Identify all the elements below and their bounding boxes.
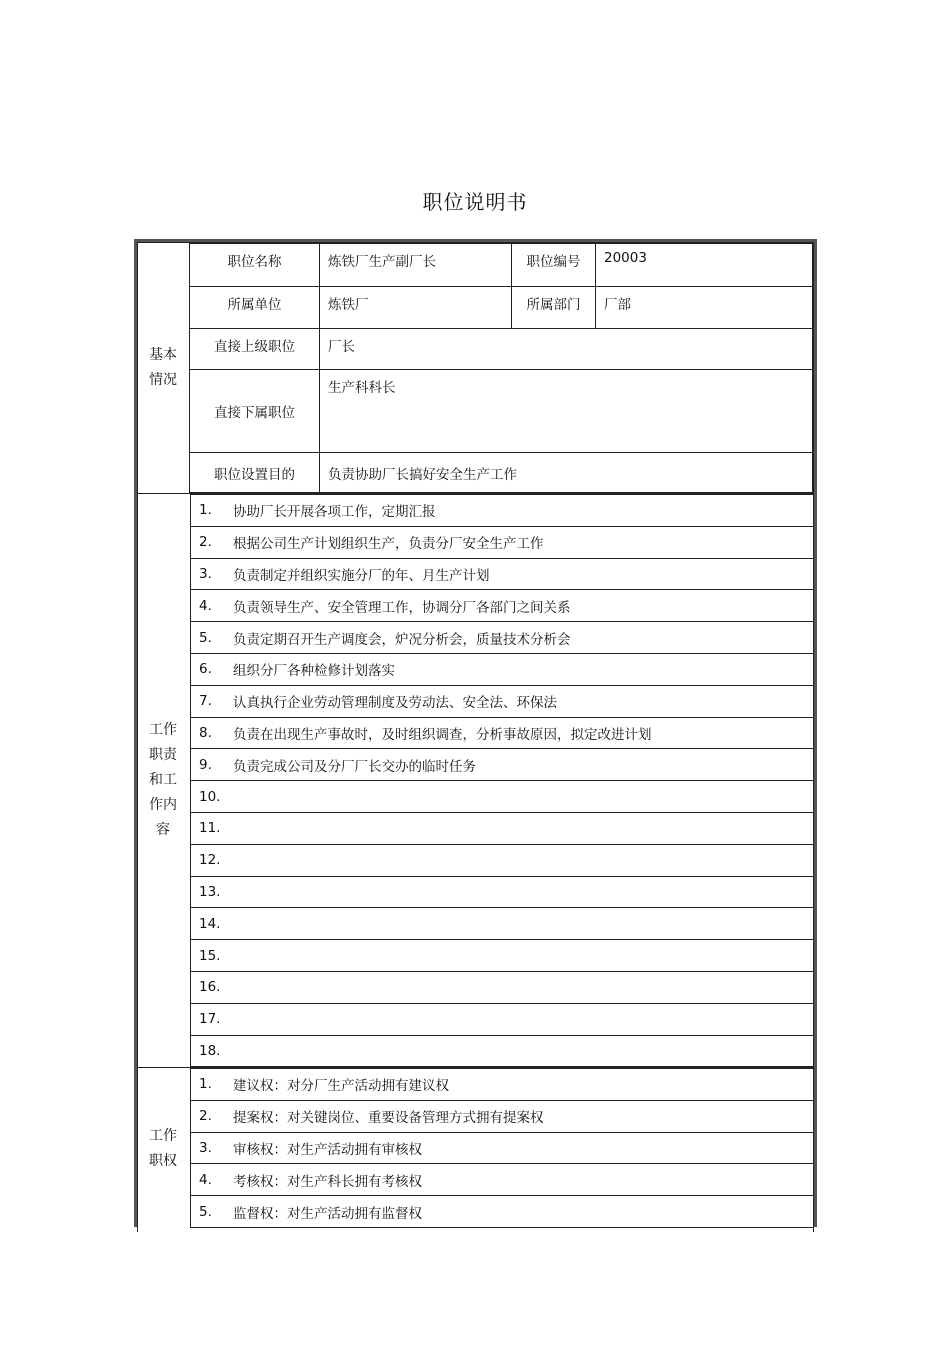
duties-row-number: 14. xyxy=(199,915,221,932)
duties-row-number: 2. xyxy=(199,534,212,551)
position-code-value: 20003 xyxy=(595,243,813,287)
duties-row-number: 5. xyxy=(199,629,212,646)
duties-row-text: 负责在出现生产事故时，及时组织调查，分析事故原因，拟定改进计划 xyxy=(233,726,652,743)
duties-row xyxy=(190,812,814,845)
duties-row-text: 认真执行企业劳动管理制度及劳动法、安全法、环保法 xyxy=(233,695,557,712)
duties-row xyxy=(190,558,814,591)
authority-row-number: 4. xyxy=(199,1171,212,1188)
unit-label: 所属单位 xyxy=(189,286,320,329)
authority-row-text: 监督权：对生产活动拥有监督权 xyxy=(233,1205,422,1222)
duties-label: 工作 职责 和工 作内 容 xyxy=(149,722,177,838)
superior-value: 厂长 xyxy=(319,328,813,370)
duties-row xyxy=(190,526,814,559)
duties-row-number: 6. xyxy=(199,661,212,678)
authority-row-text: 审核权：对生产活动拥有审核权 xyxy=(233,1141,422,1158)
duties-row-number: 10. xyxy=(199,788,221,805)
duties-row xyxy=(190,621,814,654)
duties-row-text: 负责定期召开生产调度会，炉况分析会，质量技术分析会 xyxy=(233,631,571,648)
duties-row-number: 3. xyxy=(199,565,212,582)
duties-row-text: 负责领导生产、安全管理工作，协调分厂各部门之间关系 xyxy=(233,599,571,616)
authority-row-text: 提案权：对关键岗位、重要设备管理方式拥有提案权 xyxy=(233,1110,544,1127)
position-code-label: 职位编号 xyxy=(511,243,596,287)
duties-row-number: 8. xyxy=(199,724,212,741)
authority-section xyxy=(137,1067,814,1232)
duties-row-number: 1. xyxy=(199,502,212,519)
subordinate-label: 直接下属职位 xyxy=(189,369,320,453)
authority-row xyxy=(190,1132,814,1165)
authority-row xyxy=(190,1068,814,1101)
duties-row xyxy=(190,494,814,527)
duties-row-number: 11. xyxy=(199,820,221,837)
position-name-label: 职位名称 xyxy=(189,243,320,287)
authority-label: 工作 职权 xyxy=(149,1128,177,1169)
duties-row xyxy=(190,876,814,909)
authority-row xyxy=(190,1100,814,1133)
authority-row xyxy=(190,1163,814,1196)
duties-row xyxy=(190,748,814,781)
authority-row-text: 建议权：对分厂生产活动拥有建议权 xyxy=(233,1078,449,1095)
duties-row-text: 根据公司生产计划组织生产，负责分厂安全生产工作 xyxy=(233,536,544,553)
duties-row xyxy=(190,1003,814,1036)
dept-label: 所属部门 xyxy=(511,286,596,329)
authority-row-text: 考核权：对生产科长拥有考核权 xyxy=(233,1173,422,1190)
duties-row-number: 17. xyxy=(199,1011,221,1028)
purpose-value: 负责协助厂长搞好安全生产工作 xyxy=(319,452,813,493)
duties-row-number: 15. xyxy=(199,947,221,964)
duties-row-text: 组织分厂各种检修计划落实 xyxy=(233,663,395,680)
duties-row xyxy=(190,780,814,813)
duties-row xyxy=(190,907,814,940)
duties-row xyxy=(190,685,814,718)
duties-row xyxy=(190,653,814,686)
superior-label: 直接上级职位 xyxy=(189,328,320,370)
purpose-label: 职位设置目的 xyxy=(189,452,320,493)
authority-row-number: 5. xyxy=(199,1203,212,1220)
duties-row-number: 4. xyxy=(199,597,212,614)
duties-row xyxy=(190,844,814,877)
duties-row-number: 7. xyxy=(199,693,212,710)
position-name-value: 炼铁厂生产副厂长 xyxy=(319,243,512,287)
subordinate-value: 生产科科长 xyxy=(319,369,813,453)
basic-info-label: 基本 情况 xyxy=(149,347,177,388)
duties-row-text: 负责完成公司及分厂厂长交办的临时任务 xyxy=(233,758,476,775)
duties-row xyxy=(190,717,814,750)
duties-row xyxy=(190,939,814,972)
duties-row-number: 18. xyxy=(199,1042,221,1059)
duties-row xyxy=(190,1035,814,1068)
page-title: 职位说明书 xyxy=(422,190,528,214)
duties-row-text: 协助厂长开展各项工作，定期汇报 xyxy=(233,504,436,521)
basic-info-section xyxy=(137,242,814,494)
unit-value: 炼铁厂 xyxy=(319,286,512,329)
authority-row xyxy=(190,1195,814,1228)
duties-row-number: 16. xyxy=(199,979,221,996)
authority-row-number: 3. xyxy=(199,1139,212,1156)
duties-section xyxy=(137,493,814,1068)
duties-row-number: 13. xyxy=(199,883,221,900)
dept-value: 厂部 xyxy=(595,286,813,329)
job-description-table xyxy=(134,239,817,1227)
authority-row-number: 2. xyxy=(199,1108,212,1125)
duties-row-text: 负责制定并组织实施分厂的年、月生产计划 xyxy=(233,567,490,584)
duties-row-number: 9. xyxy=(199,756,212,773)
duties-row xyxy=(190,971,814,1004)
authority-row-number: 1. xyxy=(199,1076,212,1093)
duties-row xyxy=(190,589,814,622)
duties-row-number: 12. xyxy=(199,852,221,869)
